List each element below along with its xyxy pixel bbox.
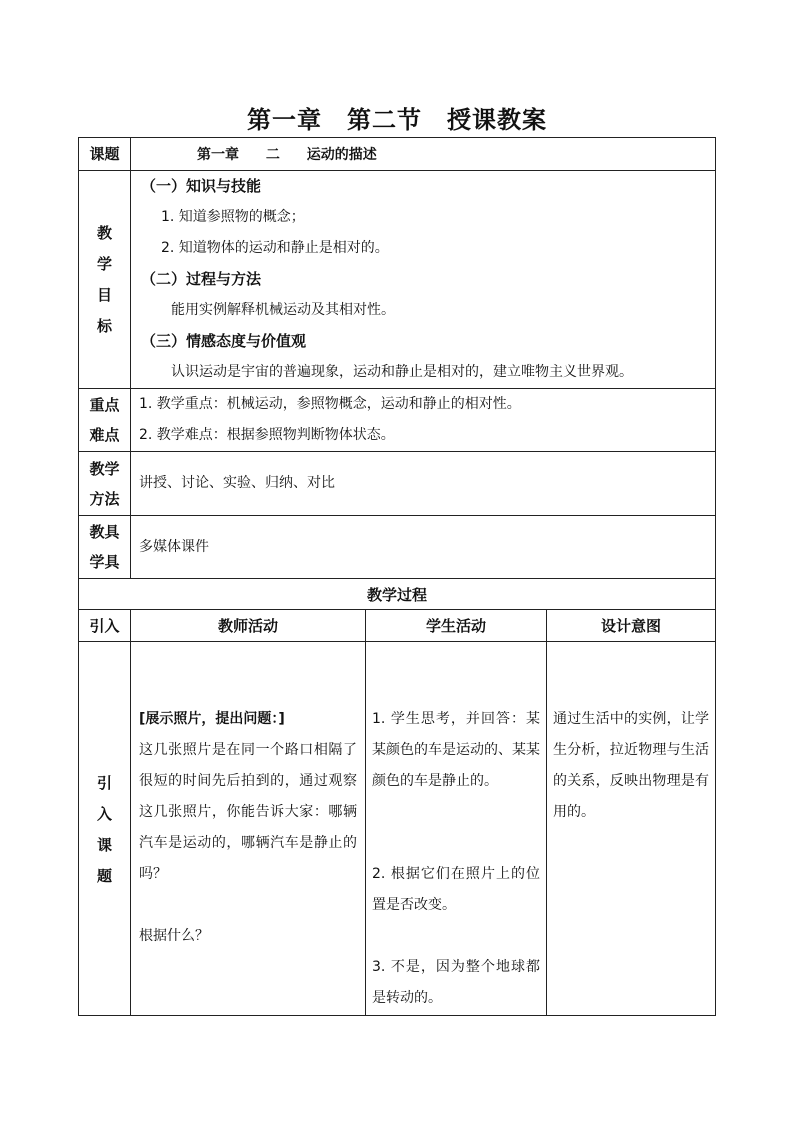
method-label-line: 方法 — [89, 489, 120, 508]
student-activity — [366, 642, 547, 1016]
col-intro-header: 引入 — [79, 610, 131, 642]
objective-section-title: （二）过程与方法 — [141, 270, 262, 288]
col-teacher-header: 教师活动 — [131, 610, 366, 642]
tools-label — [79, 516, 131, 579]
key-points-label-line: 难点 — [89, 426, 120, 444]
teacher-question: 根据什么？ — [139, 928, 209, 944]
key-point-item: 2. 教学难点：根据参照物判断物体状态。 — [139, 427, 395, 443]
lesson-plan-table — [78, 137, 716, 1016]
objectives-label-char: 学 — [96, 254, 112, 273]
tools-label-line: 学具 — [89, 553, 120, 571]
design-text: 通过生活中的实例，让学生分析，拉近物理与生活的关系，反映出物理是有用的。 — [553, 711, 710, 820]
objectives-label-char: 目 — [96, 285, 112, 304]
intro-row — [79, 642, 716, 1016]
intro-label — [79, 642, 131, 1016]
objectives-label-char: 教 — [96, 223, 112, 242]
intro-label-char: 入 — [96, 805, 112, 823]
method-label — [79, 452, 131, 516]
method-label-line: 教学 — [89, 459, 120, 478]
key-points-label — [79, 389, 131, 452]
key-points-row — [79, 389, 716, 452]
process-columns-row — [79, 610, 716, 642]
objectives-label-char: 标 — [96, 316, 112, 335]
topic-label: 课题 — [79, 138, 131, 171]
document-title: 第一章 第二节 授课教案 — [247, 105, 547, 134]
key-point-item: 1. 教学重点：机械运动，参照物概念，运动和静止的相对性。 — [139, 396, 521, 412]
key-points-label-line: 重点 — [89, 396, 120, 414]
process-header: 教学过程 — [79, 579, 716, 610]
col-design-header: 设计意图 — [547, 610, 716, 642]
intro-label-char: 引 — [96, 774, 112, 792]
objective-text: 能用实例解释机械运动及其相对性。 — [171, 302, 395, 318]
key-points-content — [131, 389, 716, 452]
tools-row — [79, 516, 716, 579]
student-answer-1: 1. 学生思考，并回答：某某颜色的车是运动的、某某颜色的车是静止的。 — [372, 711, 540, 789]
objective-item: 1. 知道参照物的概念； — [161, 209, 305, 225]
topic-value — [131, 138, 716, 171]
objectives-row — [79, 171, 716, 389]
objectives-content — [131, 171, 716, 389]
objective-item: 2. 知道物体的运动和静止是相对的。 — [161, 240, 389, 256]
process-header-row — [79, 579, 716, 610]
teacher-heading: [展示照片，提出问题：] — [139, 711, 285, 727]
teacher-activity — [131, 642, 366, 1016]
topic-row — [79, 138, 716, 171]
topic-section: 二 — [265, 147, 280, 163]
intro-label-char: 题 — [96, 867, 112, 885]
tools-label-line: 教具 — [89, 523, 120, 541]
method-row — [79, 452, 716, 516]
method-value: 讲授、讨论、实验、归纳、对比 — [131, 452, 716, 516]
topic-name: 运动的描述 — [306, 147, 377, 163]
student-answer-2: 2. 根据它们在照片上的位置是否改变。 — [372, 866, 540, 913]
objectives-label — [79, 171, 131, 389]
col-student-header: 学生活动 — [366, 610, 547, 642]
tools-value: 多媒体课件 — [131, 516, 716, 579]
objective-section-title: （三）情感态度与价值观 — [141, 332, 307, 350]
topic-chapter: 第一章 — [197, 147, 239, 163]
teacher-text: 这几张照片是在同一个路口相隔了很短的时间先后拍到的，通过观察这几张照片，你能告诉大家：哪辆汽车是运动的，哪辆汽车是静止的吗？ — [139, 742, 357, 882]
objective-text: 认识运动是宇宙的普遍现象，运动和静止是相对的，建立唯物主义世界观。 — [171, 364, 633, 380]
design-intent — [547, 642, 716, 1016]
objective-section-title: （一）知识与技能 — [141, 177, 262, 195]
student-answer-3: 3. 不是，因为整个地球都是转动的。 — [372, 959, 540, 1006]
intro-label-char: 课 — [96, 836, 112, 854]
